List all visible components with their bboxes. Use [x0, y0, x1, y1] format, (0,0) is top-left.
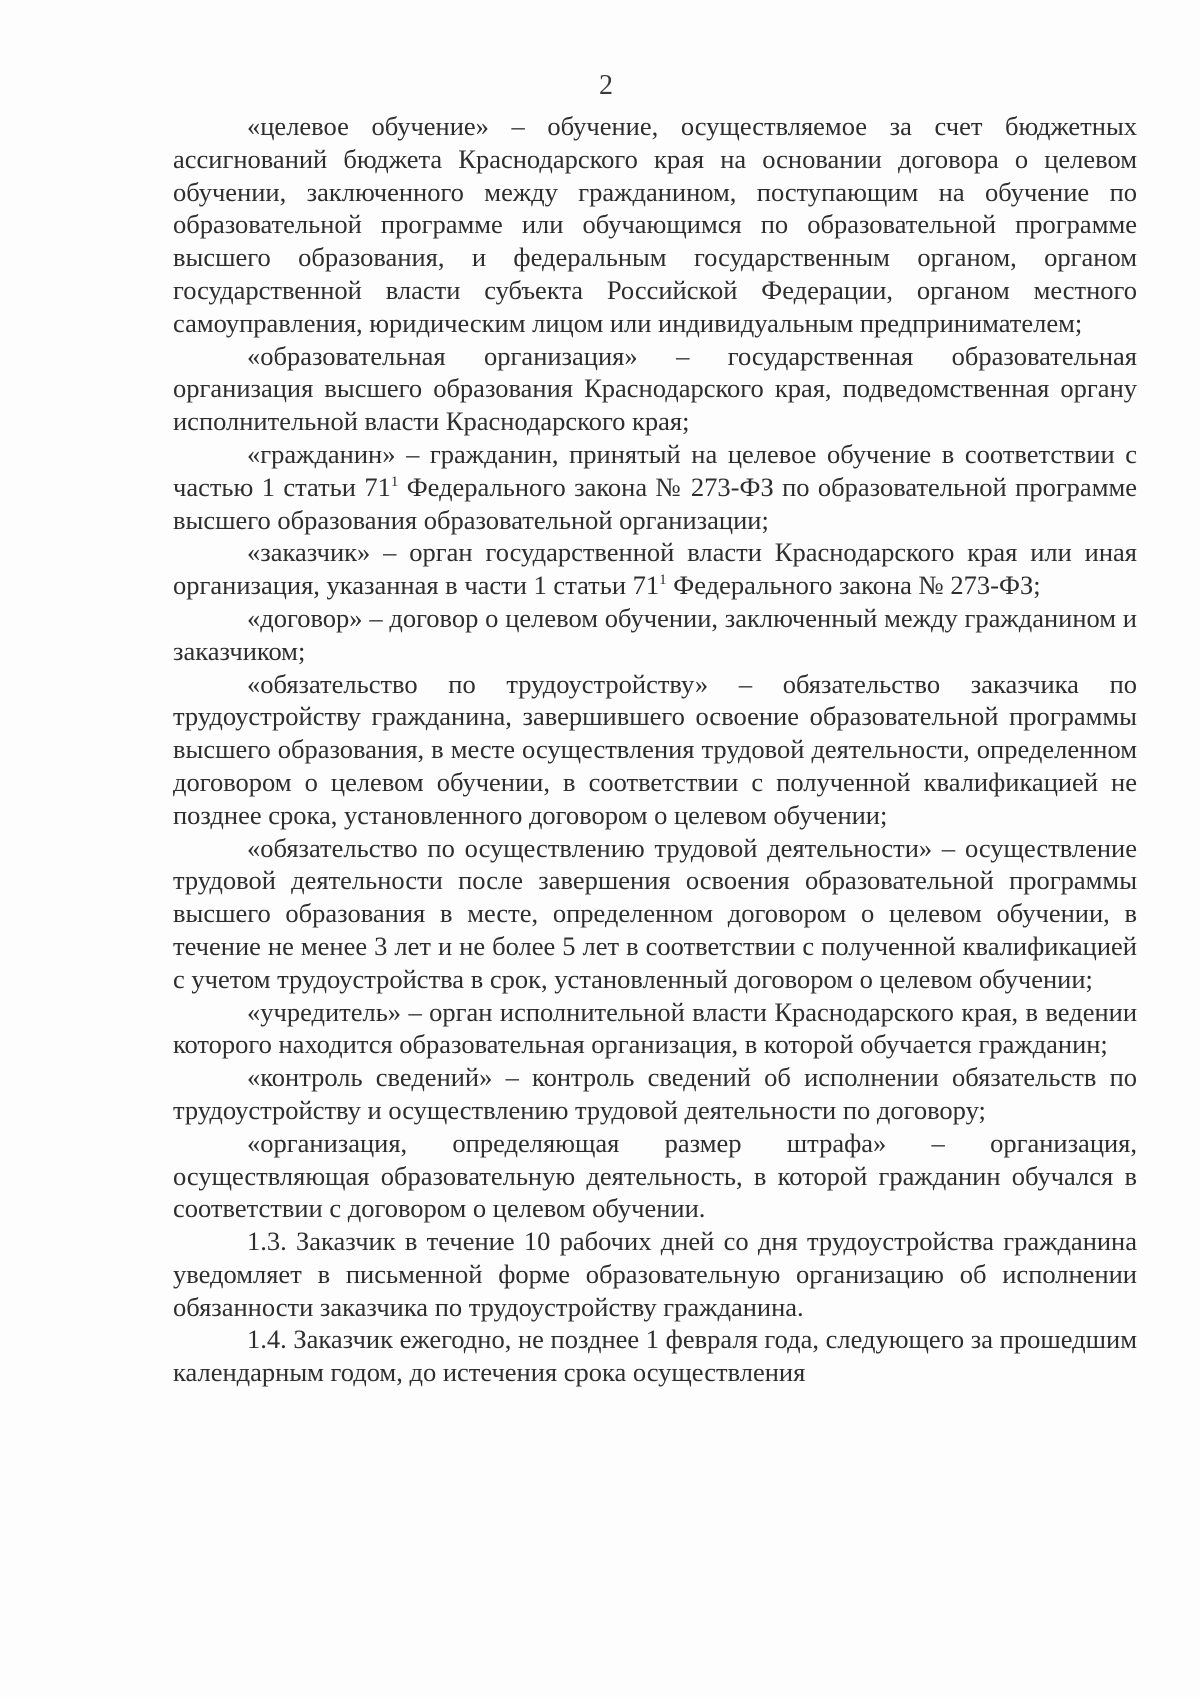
definition-text: Федерального закона № 273-ФЗ по образовательной программе высшего образования образовательной организации; [173, 471, 1137, 535]
definition-paragraph: «контроль сведений» – контроль сведений об исполнении обязательств по трудоустройству и осуществлению трудовой деятельности по договору; [173, 1062, 1137, 1125]
definition-paragraph: «образовательная организация» – государственная образовательная организация высшего образования Краснодарского края, подведомственная органу исполнительной власти Краснодарского края; [173, 340, 1137, 437]
definition-text: Федерального закона № 273-ФЗ; [666, 570, 1041, 601]
definition-text: «гражданин» – гражданин, принятый на целевое обучение в соответствии с частью 1 статьи 71 [173, 438, 1137, 502]
definition-paragraph: «договор» – договор о целевом обучении, заключенный между гражданином и заказчиком; [173, 602, 1137, 666]
definition-text: «заказчик» – орган государственной власти Краснодарского края или иная организация, указанная в части 1 статьи 71 [173, 537, 1137, 601]
definition-paragraph: «учредитель» – орган исполнительной власти Краснодарского края, в ведении которого находится образовательная организация, в которой обучается гражданин; [173, 996, 1137, 1060]
definition-paragraph [173, 438, 1137, 536]
definition-paragraph: «организация, определяющая размер штрафа» – организация, осуществляющая образовательную деятельность, в которой гражданин обучался в соответствии с договором о целевом обучении. [173, 1127, 1137, 1224]
definition-paragraph: «обязательство по трудоустройству» – обязательство заказчика по трудоустройству гражданина, завершившего освоение образовательной программы высшего образования, в месте осуществления трудовой деятельности, определенном договором о целевом обучении, в соответствии с полученной квалификацией не позднее срока, установленного договором о целевом обучении; [173, 668, 1137, 830]
document-body [173, 110, 1137, 1389]
page-number: 2 [599, 70, 613, 101]
definition-paragraph: «целевое обучение» – обучение, осуществляемое за счет бюджетных ассигнований бюджета Краснодарского края на основании договора о целевом обучении, заключенного между гражданином, поступающим на обучение по образовательной программе или обучающимся по образовательной программе высшего образования, и федеральным государственным органом, органом государственной власти субъекта Российской Федерации, органом местного самоуправления, юридическим лицом или индивидуальным предпринимателем; [173, 111, 1137, 338]
section-paragraph: 1.4. Заказчик ежегодно, не позднее 1 февраля года, следующего за прошедшим календарным годом, до истечения срока осуществления [173, 1324, 1137, 1388]
superscript: 1 [659, 572, 667, 589]
definition-paragraph [173, 536, 1137, 602]
definition-paragraph: «обязательство по осуществлению трудовой деятельности» – осуществление трудовой деятельности после завершения освоения образовательной программы высшего образования в месте, определенном договором о целевом обучении, в течение не менее 3 лет и не более 5 лет в соответствии с полученной квалификацией с учетом трудоустройства в срок, установленный договором о целевом обучении; [173, 832, 1137, 994]
section-paragraph: 1.3. Заказчик в течение 10 рабочих дней со дня трудоустройства гражданина уведомляет в письменной форме образовательную организацию об исполнении обязанности заказчика по трудоустройству гражданина. [173, 1226, 1137, 1322]
superscript: 1 [390, 473, 399, 490]
